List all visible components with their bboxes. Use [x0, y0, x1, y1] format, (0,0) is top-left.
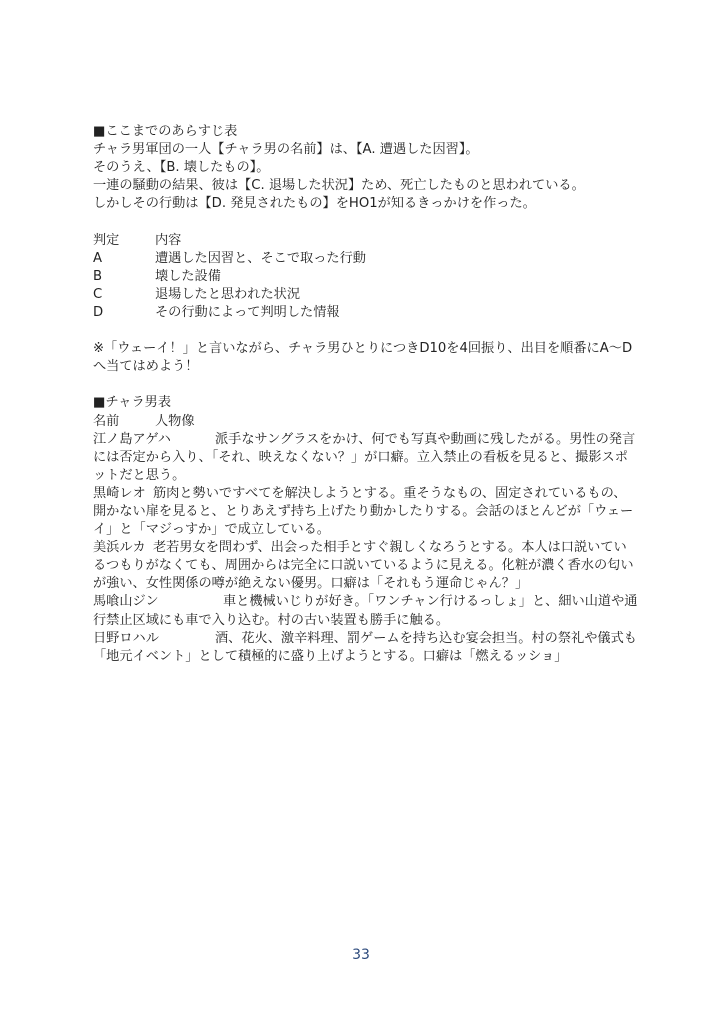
synopsis-line: 一連の騒動の結果、彼は【C. 退場した状況】ため、死亡したものと思われている。	[93, 178, 585, 194]
chara-desc: 筋肉と勢いですべてを解決しようとする。重そうなもの、固定されているもの、開かない扉を見ると、とりあえず持ち上げたり動かしたりする。会話のほとんどが「ウェーイ」と「マジっすか」で成立している。	[93, 485, 634, 538]
chara-desc: 老若男女を問わず、出会った相手とすぐ親しくなろうとする。本人は口説いているつもりがなくても、周囲からは完全に口説いているように見える。化粧が濃く香水の匂いが強い、女性関係の噂が絶えない優男。口癖は「それもう運命じゃん？」	[93, 540, 634, 592]
judgment-key: A	[93, 250, 103, 266]
judgment-value: 遭遇した因習と、そこで取った行動	[155, 250, 366, 266]
judgment-row	[93, 250, 638, 268]
chara-header-name: 名前	[93, 413, 120, 429]
chara-entry	[93, 630, 638, 666]
spacer	[93, 213, 638, 231]
judgment-value: その行動によって判明した情報	[155, 304, 340, 320]
chara-header-desc: 人物像	[155, 413, 195, 429]
judgment-header-row	[93, 232, 638, 250]
judgment-row	[93, 268, 638, 286]
spacer	[93, 376, 638, 394]
chara-name: 黒崎レオ	[93, 485, 146, 501]
judgment-header-key: 判定	[93, 232, 120, 248]
judgment-value: 退場したと思われた状況	[155, 286, 301, 302]
chara-entry	[93, 485, 638, 539]
chara-heading: ■チャラ男表	[93, 395, 172, 411]
judgment-key: B	[93, 268, 103, 284]
synopsis-line: そのうえ、【B. 壊したもの】。	[93, 160, 270, 176]
synopsis-heading: ■ここまでのあらすじ表	[93, 124, 238, 139]
chara-name: 日野ロハル	[93, 630, 159, 646]
chara-desc: 車と機械いじりが好き。「ワンチャン行けるっしょ」と、細い山道や通行禁止区域にも車で入り込む。村の古い装置も勝手に触る。	[93, 594, 638, 628]
judgment-key: C	[93, 286, 103, 302]
chara-name: 江ノ島アゲハ	[93, 431, 171, 447]
chara-header-row	[93, 413, 638, 431]
page-number: 33	[352, 947, 370, 963]
synopsis-line: しかしその行動は【D. 発見されたもの】をHO1が知るきっかけを作った。	[93, 196, 536, 212]
chara-entry	[93, 539, 638, 593]
judgment-row	[93, 304, 638, 322]
judgment-header-value: 内容	[155, 232, 182, 248]
chara-name: 馬喰山ジン	[93, 594, 159, 610]
chara-entry	[93, 593, 638, 629]
synopsis-line: チャラ男軍団の一人【チャラ男の名前】は、【A. 遭遇した因習】。	[93, 142, 479, 158]
chara-desc: 酒、花火、激辛料理、罰ゲームを持ち込む宴会担当。村の祭礼や儀式も「地元イベント」として積極的に盛り上げようとする。口癖は「燃えるッショ」	[93, 630, 637, 664]
chara-desc: 派手なサングラスをかけ、何でも写真や動画に残したがる。男性の発言には否定から入り、「それ、映えなくない？」が口癖。立入禁止の看板を見ると、撮影スポットだと思う。	[93, 431, 636, 483]
dice-note: ※「ウェーイ！」と言いながら、チャラ男ひとりにつきD10を4回振り、出目を順番にA～Dへ当てはめよう！	[93, 341, 633, 375]
chara-entry	[93, 431, 638, 485]
judgment-row	[93, 286, 638, 304]
page-body	[93, 123, 638, 666]
chara-name: 美浜ルカ	[93, 540, 146, 556]
judgment-key: D	[93, 304, 104, 320]
judgment-value: 壊した設備	[155, 268, 221, 284]
spacer	[93, 322, 638, 340]
